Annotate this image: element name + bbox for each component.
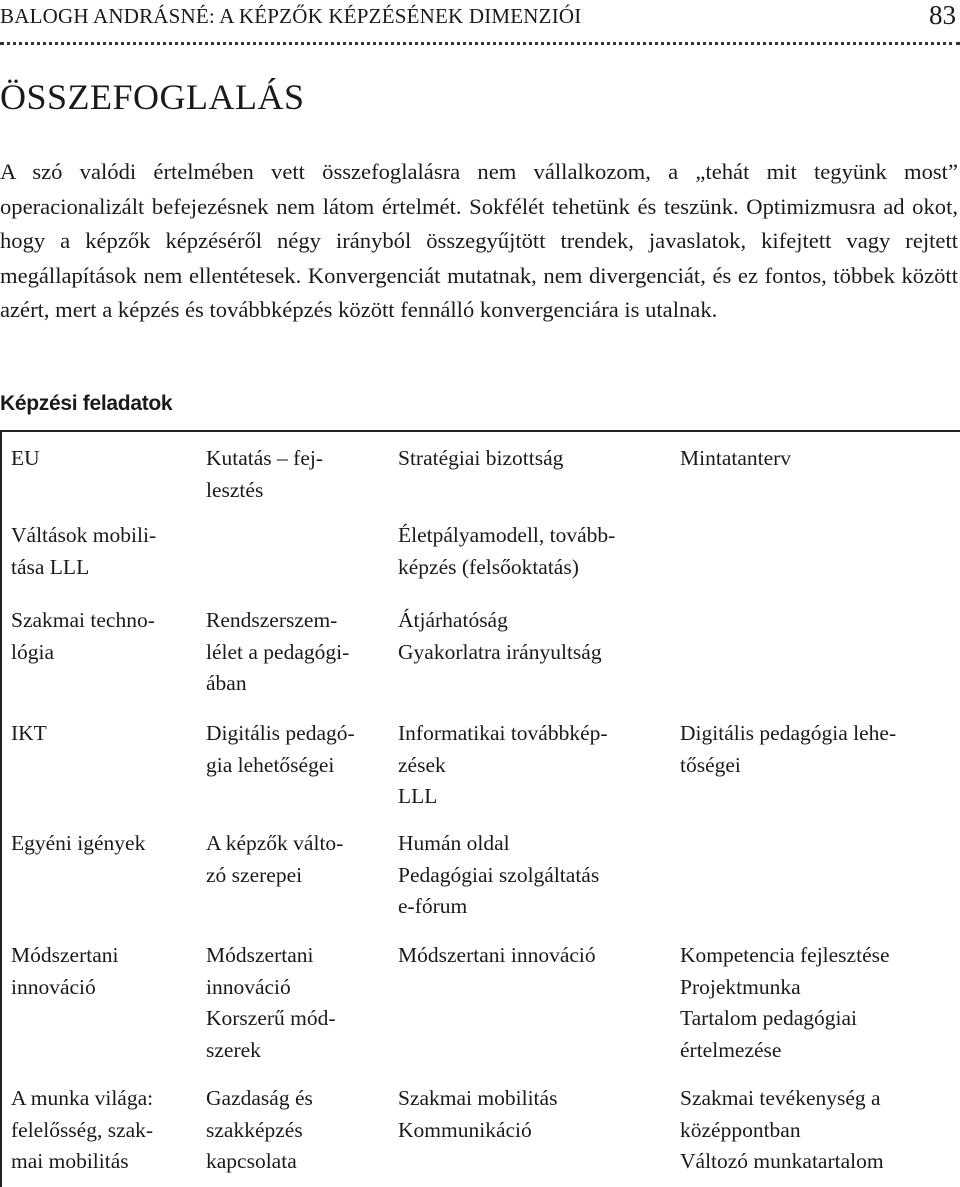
cell-line: Módszertani: [206, 943, 314, 967]
running-title: BALOGH ANDRÁSNÉ: A KÉPZŐK KÉPZÉSÉNEK DIMENZIÓI: [0, 4, 582, 28]
cell-line: Digitális pedagó-: [206, 721, 355, 745]
running-header: [0, 0, 960, 48]
table-cell: [398, 443, 663, 475]
cell-line: Gyakorlatra irányultság: [398, 639, 602, 664]
table-cell: [11, 718, 186, 750]
cell-line: Szakmai mobilitás: [398, 1086, 558, 1110]
table-cell: [206, 443, 381, 506]
cell-line: zó szerepei: [206, 862, 303, 887]
table-cell: [398, 520, 663, 583]
table-cell: [11, 605, 186, 668]
table-cell: [398, 940, 663, 972]
cell-line: Módszertani: [11, 943, 119, 967]
cell-line: Projektmunka: [680, 974, 801, 999]
cell-line: Életpályamodell, tovább-: [398, 523, 616, 547]
cell-line: lógia: [11, 639, 54, 664]
cell-line: gia lehetőségei: [206, 752, 335, 777]
table-cell: [680, 718, 950, 781]
table-cell: [680, 1083, 950, 1178]
cell-line: értelmezése: [680, 1037, 782, 1062]
cell-line: tőségei: [680, 752, 741, 777]
table-cell: [206, 718, 381, 781]
table-cell: [398, 605, 663, 668]
cell-line: kapcsolata: [206, 1149, 297, 1173]
cell-line: Kutatás – fej-: [206, 446, 324, 470]
cell-line: felelősség, szak-: [11, 1117, 154, 1142]
cell-line: Korszerű mód-: [206, 1006, 336, 1030]
cell-line: középpontban: [680, 1117, 801, 1142]
page-number: 83: [929, 0, 956, 30]
cell-line: Digitális pedagógia lehe-: [680, 721, 897, 745]
summary-paragraph: A szó valódi értelmében vett összefoglalásra nem vállalkozom, a „tehát mit tegyünk most” operacionalizált befejezésnek nem látom értelmét. Sokfélét tehetünk és teszünk. Optimizmusra ad okot, hogy a képzők képzéséről négy irányból összegyűjtött trendek, javaslatok, kifejtett vagy rejtett megállapítások nem ellentétesek. Konvergenciát mutatnak, nem divergenciát, és ez fontos, többek között azért, mert a képzés és továbbképzés között fennálló konvergenciára is utalnak.: [0, 159, 958, 323]
cell-line: innováció: [206, 974, 291, 999]
cell-line: Szakmai tevékenység a: [680, 1086, 881, 1110]
table-cell: [11, 940, 186, 1003]
cell-line: Pedagógiai szolgáltatás: [398, 862, 600, 887]
table-cell: [680, 940, 950, 1066]
cell-line: Tartalom pedagógiai: [680, 1006, 857, 1030]
cell-line: Kompetencia fejlesztése: [680, 943, 890, 967]
cell-line: Kommunikáció: [398, 1117, 532, 1142]
cell-line: Humán oldal: [398, 831, 510, 855]
table-cell: [398, 828, 663, 923]
cell-line: Változó munkatartalom: [680, 1149, 884, 1173]
cell-line: e-fórum: [398, 894, 468, 918]
cell-line: Egyéni igények: [11, 831, 146, 855]
cell-line: szerek: [206, 1037, 261, 1062]
cell-line: képzés (felsőoktatás): [398, 554, 579, 579]
table-cell: [206, 940, 381, 1066]
cell-line: szakképzés: [206, 1117, 303, 1142]
section-title: ÖSSZEFOGLALÁS: [0, 77, 305, 117]
table-cell: [11, 1083, 186, 1178]
cell-line: ában: [206, 671, 247, 695]
cell-line: Átjárhatóság: [398, 608, 508, 632]
cell-line: tása LLL: [11, 554, 90, 579]
cell-line: mai mobilitás: [11, 1149, 129, 1173]
cell-line: lesztés: [206, 477, 264, 502]
cell-line: Rendszerszem-: [206, 608, 338, 632]
cell-line: Informatikai továbbkép-: [398, 721, 608, 745]
cell-line: lélet a pedagógi-: [206, 639, 350, 664]
cell-line: Módszertani innováció: [398, 943, 596, 967]
cell-line: A képzők válto-: [206, 831, 344, 855]
table-cell: [398, 1083, 663, 1146]
cell-line: LLL: [398, 784, 438, 808]
cell-line: Váltások mobili-: [11, 523, 157, 547]
table-caption: Képzési feladatok: [0, 392, 173, 415]
table-cell: [206, 605, 381, 700]
cell-line: Gazdaság és: [206, 1086, 313, 1110]
table-cell: [680, 443, 950, 475]
table-cell: [11, 520, 186, 583]
table-cell: [206, 828, 381, 891]
cell-line: IKT: [11, 721, 47, 745]
cell-line: A munka világa:: [11, 1086, 154, 1110]
cell-line: Mintatanterv: [680, 446, 792, 470]
table-cell: [398, 718, 663, 813]
table-cell: [11, 828, 186, 860]
cell-line: zések: [398, 752, 446, 777]
cell-line: Stratégiai bizottság: [398, 446, 564, 470]
header-divider: [0, 42, 960, 45]
cell-line: EU: [11, 446, 40, 470]
cell-line: innováció: [11, 974, 96, 999]
cell-line: Szakmai techno-: [11, 608, 155, 632]
table-cell: [206, 1083, 381, 1178]
table-cell: [11, 443, 186, 475]
